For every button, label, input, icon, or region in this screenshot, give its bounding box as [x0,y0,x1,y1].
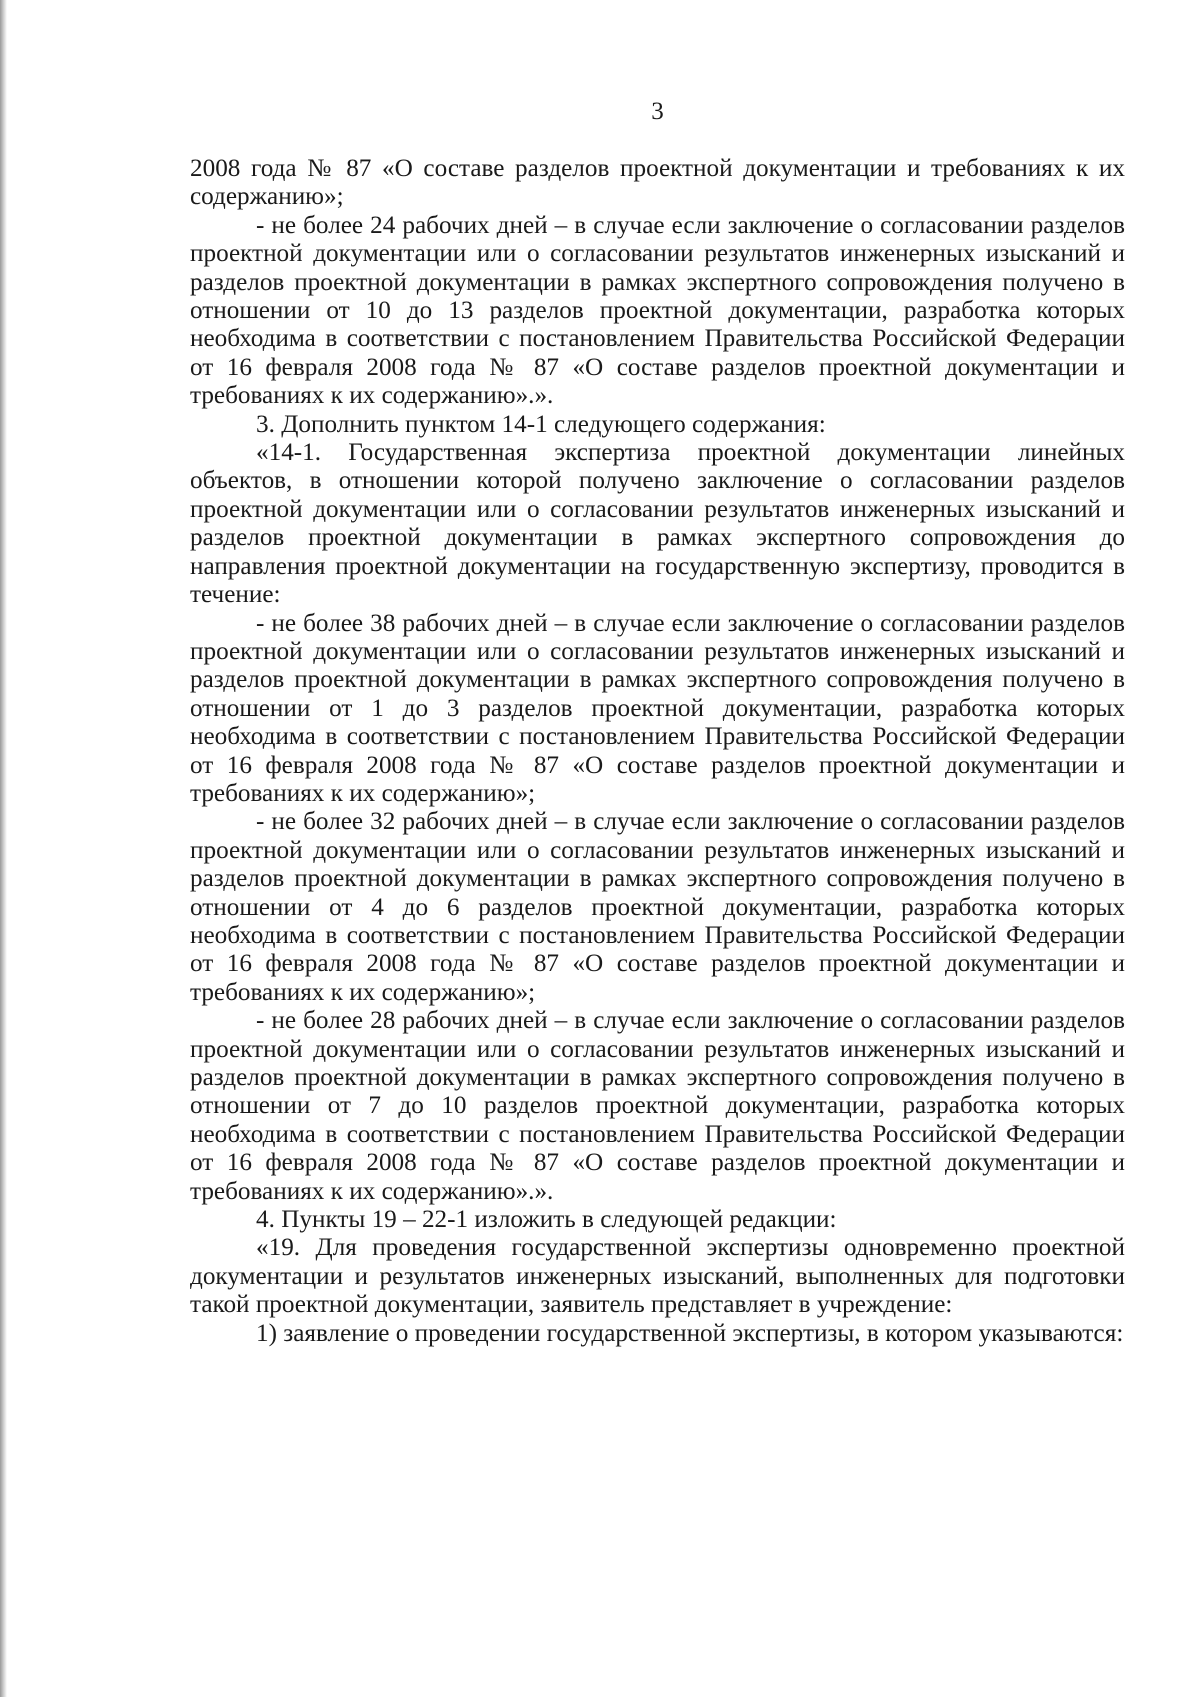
page-number: 3 [651,98,664,125]
paragraph-2: - не более 24 рабочих дней – в случае если заключение о согласовании разделов проектной документации или о согласовании результатов инженерных изысканий и разделов проектной документации в рамках экспертного сопровождения получено в отношении от 10 до 13 разделов проектной документации, разработка которых необходима в соответствии с постановлением Правительства Российской Федерации от 16 февраля 2008 года № 87 «О составе разделов проектной документации и требованиях к их содержанию».». [190,211,1125,410]
paragraph-4: «14-1. Государственная экспертиза проектной документации линейных объектов, в отношении которой получено заключение о согласовании разделов проектной документации или о согласовании результатов инженерных изысканий и разделов проектной документации в рамках экспертного сопровождения до направления проектной документации на государственную экспертизу, проводится в течение: [190,439,1125,609]
paragraph-8: 4. Пункты 19 – 22-1 изложить в следующей редакции: [256,1206,837,1234]
paragraph-6: - не более 32 рабочих дней – в случае если заключение о согласовании разделов проектной документации или о согласовании результатов инженерных изысканий и разделов проектной документации в рамках экспертного сопровождения получено в отношении от 4 до 6 разделов проектной документации, разработка которых необходима в соответствии с постановлением Правительства Российской Федерации от 16 февраля 2008 года № 87 «О составе разделов проектной документации и требованиях к их содержанию»; [190,808,1125,1006]
paragraph-3: 3. Дополнить пунктом 14-1 следующего содержания: [256,410,826,438]
paragraph-10: 1) заявление о проведении государственной экспертизы, в котором указываются: [256,1319,1124,1347]
paragraph-5: - не более 38 рабочих дней – в случае если заключение о согласовании разделов проектной документации или о согласовании результатов инженерных изысканий и разделов проектной документации в рамках экспертного сопровождения получено в отношении от 1 до 3 разделов проектной документации, разработка которых необходима в соответствии с постановлением Правительства Российской Федерации от 16 февраля 2008 года № 87 «О составе разделов проектной документации и требованиях к их содержанию»; [190,609,1125,807]
scan-edge-shadow [0,0,7,1697]
paragraph-9: «19. Для проведения государственной экспертизы одновременно проектной документации и результатов инженерных изысканий, выполненных для подготовки такой проектной документации, заявитель представляет в учреждение: [190,1234,1125,1319]
document-body [190,155,1125,1348]
paragraph-1: 2008 года № 87 «О составе разделов проектной документации и требованиях к их содержанию»; [190,155,1125,211]
paragraph-7: - не более 28 рабочих дней – в случае если заключение о согласовании разделов проектной документации или о согласовании результатов инженерных изысканий и разделов проектной документации в рамках экспертного сопровождения получено в отношении от 7 до 10 разделов проектной документации, разработка которых необходима в соответствии с постановлением Правительства Российской Федерации от 16 февраля 2008 года № 87 «О составе разделов проектной документации и требованиях к их содержанию».». [190,1007,1125,1205]
